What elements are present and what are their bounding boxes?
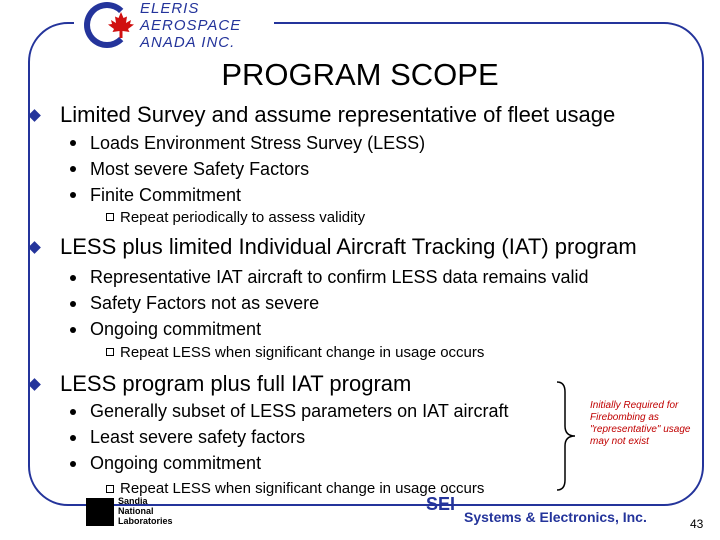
section-heading: LESS plus limited Individual Aircraft Tracking (IAT) program <box>60 234 637 259</box>
sandia-thunderbird-icon <box>86 498 114 526</box>
bullet-dot-icon <box>70 409 76 415</box>
bullet-dot-icon <box>70 461 76 467</box>
bullet-dot-icon <box>70 301 76 307</box>
sub-item: Repeat periodically to assess validity <box>120 209 366 226</box>
right-brace-icon <box>555 380 577 492</box>
list-item: Generally subset of LESS parameters on IAT aircraft <box>90 401 509 421</box>
list-item: Ongoing commitment <box>90 319 262 339</box>
sandia-line-3: Laboratories <box>118 516 173 526</box>
sub-item: Repeat LESS when significant change in usage occurs <box>120 480 485 497</box>
sandia-line-2: National <box>118 506 154 516</box>
bullet-dot-icon <box>70 192 76 198</box>
bullet-dot-icon <box>70 275 76 281</box>
logo-line-3: ANADA INC. <box>140 34 236 51</box>
list-item: Representative IAT aircraft to confirm LESS data remains valid <box>90 267 589 287</box>
page-title: PROGRAM SCOPE <box>221 57 499 92</box>
sei-name: Systems & Electronics, Inc. <box>464 509 647 525</box>
sandia-logo-text <box>118 496 173 526</box>
bullet-dot-icon <box>70 435 76 441</box>
page-number: 43 <box>690 517 704 531</box>
square-bullet-icon <box>106 348 114 356</box>
bullet-dot-icon <box>70 140 76 146</box>
list-item: Loads Environment Stress Survey (LESS) <box>90 133 426 153</box>
logo-line-1: ELERIS <box>140 0 200 17</box>
side-note: Initially Required for Firebombing as "representative" usage may not exist <box>590 400 691 447</box>
sandia-logo <box>86 492 173 534</box>
sub-item: Repeat LESS when significant change in usage occurs <box>120 344 485 361</box>
section-heading: LESS program plus full IAT program <box>60 371 412 396</box>
sei-abbr: SEI <box>426 494 456 514</box>
maple-leaf-icon <box>106 10 136 40</box>
list-item: Safety Factors not as severe <box>90 293 320 313</box>
list-item: Finite Commitment <box>90 185 242 205</box>
square-bullet-icon <box>106 213 114 221</box>
logo-line-2: AEROSPACE <box>140 17 242 34</box>
section-heading: Limited Survey and assume representative of fleet usage <box>60 102 616 127</box>
list-item: Most severe Safety Factors <box>90 159 310 179</box>
list-item: Ongoing commitment <box>90 453 262 473</box>
logo-text <box>140 0 241 51</box>
bullet-dot-icon <box>70 327 76 333</box>
bullet-dot-icon <box>70 166 76 172</box>
list-item: Least severe safety factors <box>90 427 306 447</box>
sandia-line-1: Sandia <box>118 496 148 506</box>
